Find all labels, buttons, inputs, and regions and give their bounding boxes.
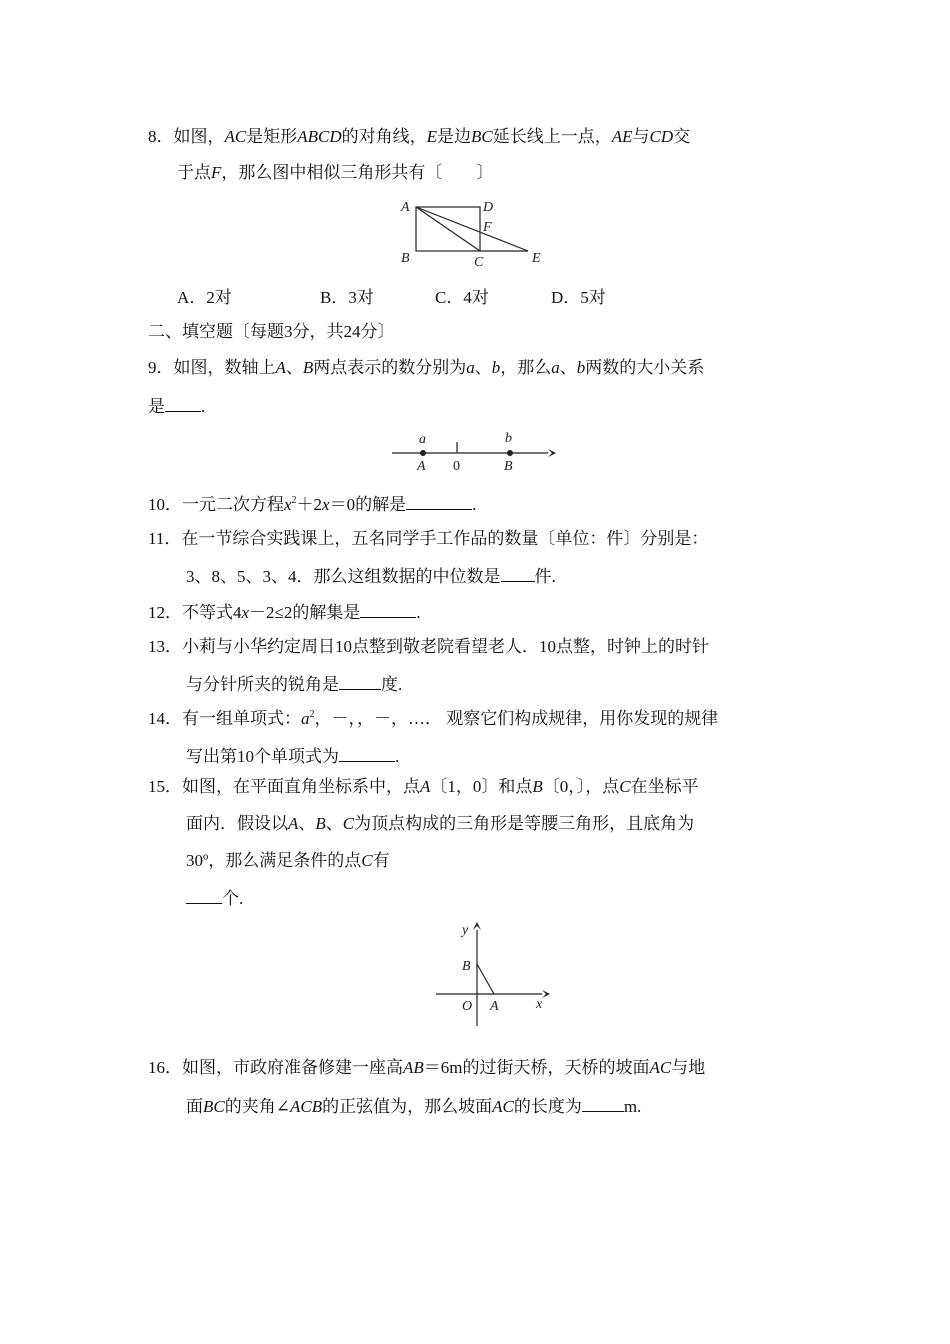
label-point-a: A [417,459,426,474]
q8-line2: 于点F，那么图中相似三角形共有〔 〕 [177,163,494,182]
y-arrow-icon [473,922,481,930]
answer-blank [339,743,395,762]
label-a: A [490,999,499,1014]
answer-blank [501,563,535,582]
q15-line3: 30º，那么满足条件的点C有 [186,851,390,870]
label-small-b: b [505,431,512,446]
q12-line: 12．不等式4x－2≤2的解集是 . [148,599,421,625]
q8-rectangle-figure [396,194,556,270]
arrow-icon [548,449,556,457]
label-b: B [462,959,471,974]
label-o: O [462,999,473,1014]
label-zero: 0 [453,459,460,474]
answer-blank [360,599,416,618]
label-b: B [401,251,410,266]
q9-line1: 9．如图，数轴上A、B两点表示的数分别为a、b，那么a、b两数的大小关系 [148,358,705,377]
q16-line1: 16．如图，市政府准备修建一座高AB＝6m的过街天桥，天桥的坡面AC与地 [148,1058,706,1077]
x-arrow-icon [542,990,550,998]
q11-line2: 3、8、5、3、4．那么这组数据的中位数是 件. [186,563,556,589]
section-heading: 二、填空题〔每题3分，共24分〕 [148,322,395,341]
q15-line4: 个. [186,885,243,911]
q8-option-b: B．3对 [320,288,374,307]
label-e: E [532,251,541,266]
segment-ae [416,207,528,251]
q9-line2: 是 . [148,393,205,419]
q14-line1: 14．有一组单项式：$a^2$，－，，－，…． 观察它们构成规律，用你发现的规律 [148,709,719,728]
label-c: C [474,255,484,270]
q15-coordinate-figure [430,918,554,1030]
answer-blank [165,393,201,412]
point-b [507,450,513,456]
label-y: y [462,923,469,938]
q8-option-d: D．5对 [551,288,606,307]
label-x: x [536,997,543,1012]
segment-ab [477,964,494,994]
answer-blank [339,671,381,690]
point-a [420,450,426,456]
q13-line1: 13．小莉与小华约定周日10点整到敬老院看望老人．10点整，时钟上的时针 [148,637,709,656]
label-small-a: a [419,432,426,447]
label-d: D [483,200,494,215]
q10-line: 10．一元二次方程$x^2+2x=0$的解是 . [148,491,476,517]
answer-blank [582,1093,624,1112]
answer-blank [406,491,472,510]
label-a: A [401,200,410,215]
q15-line2: 面内．假设以A、B、C为顶点构成的三角形是等腰三角形，且底角为 [186,814,695,833]
q14-line2: 写出第10个单项式为 . [186,743,399,769]
label-point-b: B [504,459,513,474]
q11-line1: 11．在一节综合实践课上，五名同学手工作品的数量〔单位：件〕分别是： [148,529,709,548]
q8-line1: 8．如图，AC是矩形ABCD的对角线，E是边BC延长线上一点，AE与CD交 [148,127,691,146]
q16-line2: 面BC的夹角∠ACB的正弦值为，那么坡面AC的长度为 m. [186,1093,641,1119]
answer-blank [186,885,222,904]
q8-option-a: A．2对 [177,288,232,307]
q13-line2: 与分针所夹的锐角是 度. [186,671,402,697]
q8-option-c: C．4对 [435,288,489,307]
q15-line1: 15．如图，在平面直角坐标系中，点A〔1，0〕和点B〔0，〕，点C在坐标平 [148,777,699,796]
label-f: F [483,220,492,235]
q9-number-line-figure [388,428,556,476]
